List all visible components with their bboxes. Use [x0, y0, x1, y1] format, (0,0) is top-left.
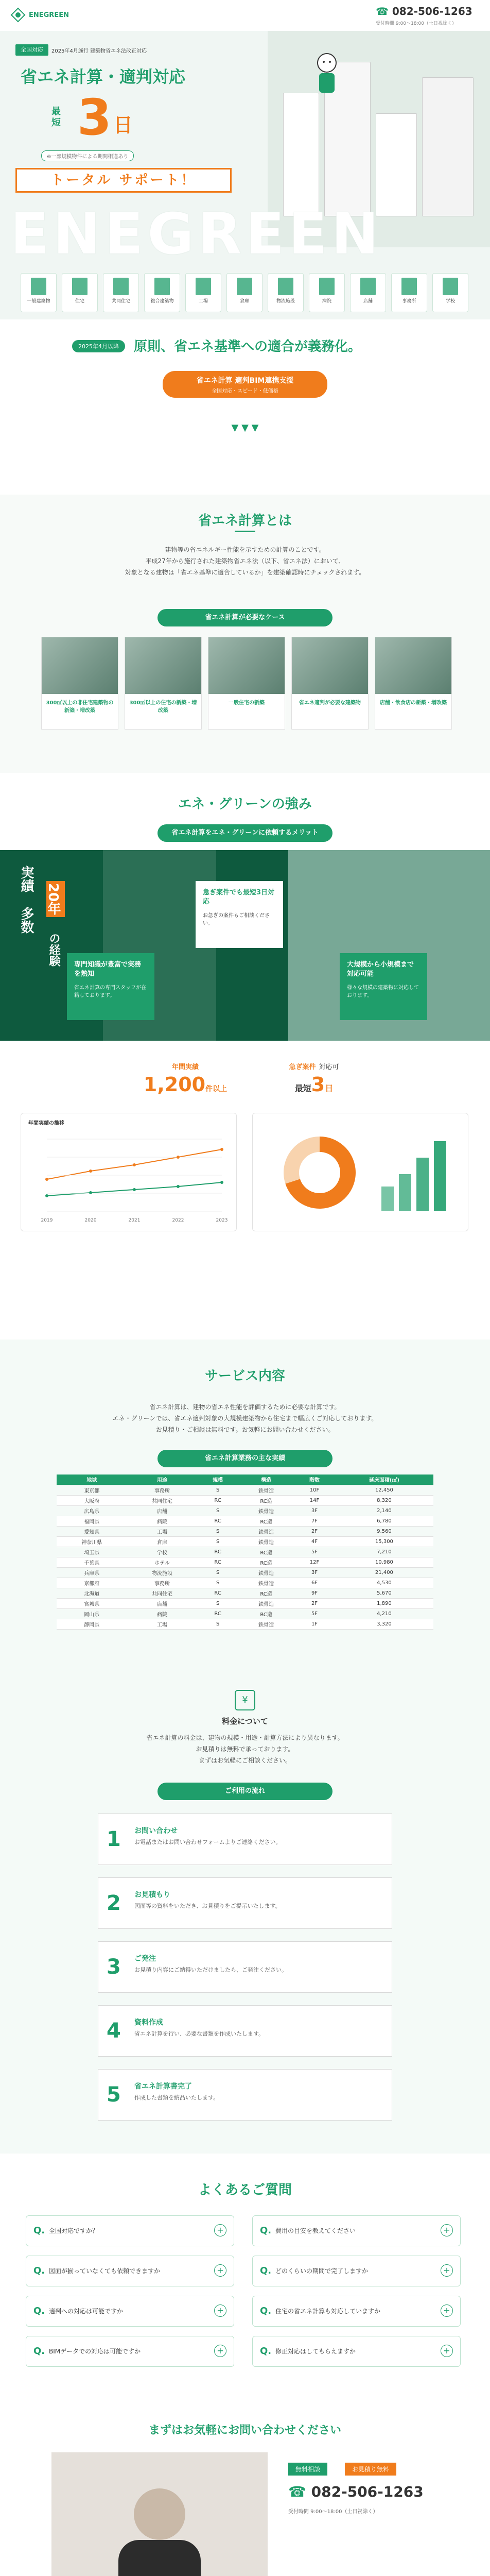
question-icon: Q. — [33, 2306, 45, 2316]
hero — [0, 31, 490, 319]
data-point — [89, 1191, 92, 1194]
logo[interactable] — [10, 7, 77, 24]
building-icon — [278, 278, 293, 295]
logo-icon — [10, 7, 26, 23]
intro-message: 原則、省エネ基準への適合が義務化。 — [134, 339, 362, 354]
building-icon — [319, 278, 335, 295]
table-header: 用途 — [127, 1475, 198, 1485]
services-body-1: 省エネ計算は、建物の省エネ性能を評価するために必要な計算です。 — [149, 1403, 341, 1411]
table-row: 岡山県 病院 RC RC造 5F 4,210 — [57, 1608, 433, 1619]
intro-arrows: ▼ ▼ ▼ — [231, 422, 259, 433]
hero-big-word: ENEGREEN — [10, 201, 383, 267]
results-table — [57, 1475, 433, 1630]
data-point — [45, 1178, 48, 1181]
about-cases — [41, 637, 453, 740]
faq-item[interactable]: Q. 住宅の省エネ計算も対応していますか + — [252, 2296, 461, 2327]
phone-icon: ☎ — [288, 2483, 306, 2500]
strength-panel — [0, 850, 490, 1041]
flow-steps — [0, 1814, 490, 2143]
hero-badge-text: 2025年4月施行 建築物省エネ法改正対応 — [51, 48, 147, 54]
hero-sub-note: ※一部規模物件による期間相違あり — [41, 150, 134, 161]
building-icon — [154, 278, 170, 295]
flow-title: ご利用の流れ — [157, 1783, 332, 1800]
strength-card-2: 急ぎ案件でも最短3日対応 お急ぎの案件もご相談ください。 — [196, 881, 283, 948]
case-card: 300㎡以上の非住宅建築物の新築・増改築 — [41, 637, 118, 730]
table-row: 神奈川県 倉庫 S 鉄骨造 4F 15,300 — [57, 1536, 433, 1547]
building-icon — [113, 278, 129, 295]
building-icon — [237, 278, 252, 295]
about-section — [0, 495, 490, 773]
table-row: 千葉県 ホテル RC RC造 12F 10,980 — [57, 1557, 433, 1567]
x-tick-label: 2022 — [172, 1218, 184, 1223]
logo-text: ENEGREEN — [29, 11, 69, 19]
price-title: 料金について — [222, 1717, 268, 1726]
table-row: 愛知県 工場 S 鉄骨造 2F 9,560 — [57, 1526, 433, 1536]
data-point — [133, 1188, 136, 1191]
table-row: 埼玉県 学校 RC RC造 5F 7,210 — [57, 1547, 433, 1557]
intro-section — [0, 319, 490, 495]
strength-title: エネ・グリーンの強み — [178, 796, 312, 812]
days-number: 3 — [77, 89, 112, 146]
table-header: 地域 — [57, 1475, 127, 1485]
data-point — [220, 1148, 223, 1151]
plus-icon[interactable]: + — [441, 2345, 453, 2357]
chart-card-2 — [252, 1113, 468, 1231]
table-header: 延床面積(㎡) — [335, 1475, 433, 1485]
pie-slice — [284, 1137, 320, 1184]
plus-icon[interactable]: + — [441, 2304, 453, 2317]
case-photo — [292, 637, 368, 694]
data-point — [133, 1163, 136, 1166]
question-icon: Q. — [260, 2225, 272, 2236]
decorative-bar — [399, 1174, 411, 1211]
services-body-3: お見積り・ご相談は無料です。お気軽にお問い合わせください。 — [155, 1426, 335, 1433]
table-row: 福岡県 病院 RC RC造 7F 6,780 — [57, 1516, 433, 1526]
question-icon: Q. — [33, 2225, 45, 2236]
table-header: 規模 — [197, 1475, 238, 1485]
strength-card-3: 大規模から小規模まで対応可能 様々な規模の建築物に対応しております。 — [340, 953, 427, 1020]
data-point — [220, 1181, 223, 1184]
building-icon — [443, 278, 458, 295]
services-title: サービス内容 — [204, 1368, 285, 1384]
about-cases-pill: 省エネ計算が必要なケース — [157, 609, 332, 626]
table-header: 構造 — [238, 1475, 294, 1485]
table-row: 静岡県 工場 S 鉄骨造 1F 3,320 — [57, 1619, 433, 1629]
data-point — [177, 1156, 180, 1159]
line-chart — [26, 1129, 232, 1227]
question-icon: Q. — [260, 2265, 272, 2276]
contact-phone-box: 無料相談 お見積り無料 ☎ 082-506-1263 受付時間 9:00〜18:00（土日祝除く） — [288, 2463, 443, 2566]
intro-cta-button[interactable]: 省エネ計算 適判BIM連携支援 全国対応・スピード・低価格 — [163, 371, 327, 398]
about-body-3: 対象となる建物は「省エネ基準に適合しているか」を建築確認時にチェックされます。 — [125, 569, 365, 576]
building-type-10: 学校 — [432, 273, 468, 312]
contact-photo — [51, 2452, 268, 2576]
case-card: 一般住宅の新築 — [208, 637, 285, 730]
plus-icon[interactable]: + — [214, 2264, 226, 2277]
x-tick-label: 2021 — [128, 1218, 141, 1223]
plus-icon[interactable]: + — [214, 2304, 226, 2317]
pie-chart — [258, 1118, 464, 1227]
flow-step: 1 お問い合わせ お電話またはお問い合わせフォームよりご連絡ください。 — [98, 1814, 392, 1865]
building-icon — [72, 278, 87, 295]
stat-2: 急ぎ案件 対応可 最短3日 — [289, 1063, 339, 1096]
decorative-bar — [381, 1187, 394, 1211]
services-body-2: エネ・グリーンでは、省エネ適判対象の大規模建築物から住宅まで幅広くご対応しております。 — [112, 1415, 378, 1422]
header-phone[interactable]: ☎ 082-506-1263 — [376, 5, 472, 18]
data-point — [177, 1185, 180, 1188]
mascot — [309, 52, 345, 98]
intro-date: 2025年4月以降 — [72, 340, 125, 352]
plus-icon[interactable]: + — [214, 2345, 226, 2357]
fast-label: 最短 — [51, 106, 61, 128]
header — [0, 0, 490, 31]
hero-fast-block — [36, 91, 196, 147]
about-body-2: 平成27年から施行された建築物省エネ法（以下、省エネ法）において、 — [145, 557, 345, 565]
data-point — [45, 1194, 48, 1197]
strength-section — [0, 773, 490, 1365]
table-row: 北海道 共同住宅 RC RC造 9F 5,670 — [57, 1588, 433, 1598]
building-type-2: 共同住宅 — [103, 273, 139, 312]
plus-icon[interactable]: + — [441, 2224, 453, 2236]
flow-section — [0, 1783, 490, 2154]
case-card: 店舗・飲食店の新築・増改築 — [375, 637, 452, 730]
faq-item[interactable]: Q. 費用の目安を教えてください + — [252, 2215, 461, 2246]
contact-section — [0, 2411, 490, 2576]
strength-card-1: 専門知識が豊富で実務を熟知 省エネ計算の専門スタッフが在籍しております。 — [67, 953, 154, 1020]
table-header: 階数 — [294, 1475, 335, 1485]
hero-icons — [0, 273, 490, 314]
contact-phone[interactable]: ☎ 082-506-1263 — [288, 2483, 424, 2500]
faq-item[interactable]: Q. 全国対応ですか？ + — [26, 2215, 234, 2246]
building-icon — [401, 278, 417, 295]
hero-badge: 全国対応 — [15, 44, 48, 56]
x-tick-label: 2020 — [84, 1218, 97, 1223]
faq-item[interactable]: Q. 適判への対応は可能ですか + — [26, 2296, 234, 2327]
contact-title: まずはお気軽にお問い合わせください — [148, 2424, 341, 2437]
case-card: 300㎡以上の住宅の新築・増改築 — [125, 637, 202, 730]
x-tick-label: 2023 — [216, 1218, 228, 1223]
building-icon — [360, 278, 376, 295]
faq-section — [0, 2164, 490, 2406]
question-icon: Q. — [33, 2346, 45, 2357]
faq-item[interactable]: Q. どのくらいの期間で完了しますか + — [252, 2256, 461, 2286]
strength-pill: 省エネ計算をエネ・グリーンに依頼するメリット — [157, 824, 332, 842]
decorative-bar — [416, 1158, 429, 1211]
building-type-5: 倉庫 — [226, 273, 262, 312]
question-icon: Q. — [33, 2265, 45, 2276]
table-row: 京都府 事務所 S 鉄骨造 6F 4,530 — [57, 1578, 433, 1588]
stat-1: 年間実績 1,200件以上 — [143, 1063, 227, 1096]
faq-title: よくあるご質問 — [198, 2182, 292, 2198]
case-photo — [42, 637, 118, 694]
price-icon: ¥ — [235, 1690, 255, 1710]
faq-item[interactable]: Q. 図面が揃っていなくても依頼できますか + — [26, 2256, 234, 2286]
building-icon — [196, 278, 211, 295]
question-icon: Q. — [260, 2346, 272, 2357]
price-block: ¥ 料金について 省エネ計算の料金は、建物の規模・用途・計算方法により異なります。 お見積りは無料で承っております。 まずはお気軽にご相談ください。 — [0, 1690, 490, 1793]
flow-step: 5 省エネ計算書完了 作成した書類を納品いたします。 — [98, 2069, 392, 2121]
about-title: 省エネ計算とは — [198, 513, 292, 529]
about-body-1: 建物等の省エネルギー性能を示すための計算のことです。 — [165, 546, 325, 553]
building-type-0: 一般建築物 — [21, 273, 57, 312]
hero-headline: 省エネ計算・適判対応 — [21, 67, 186, 87]
decorative-bar — [434, 1141, 446, 1211]
plus-icon[interactable]: + — [441, 2264, 453, 2277]
chart-card-1: 年間実績の推移 2019 2020 2021 2022 2023 — [21, 1113, 237, 1231]
flow-step: 4 資料作成 省エネ計算を行い、必要な書類を作成いたします。 — [98, 2005, 392, 2057]
total-support-banner: トータル サポート！ — [15, 168, 232, 193]
days-unit: 日 — [113, 114, 133, 137]
table-row: 宮城県 店舗 S 鉄骨造 2F 1,890 — [57, 1598, 433, 1608]
header-hours: 受付時間 9:00〜18:00（土日祝除く） — [376, 21, 457, 26]
building-type-6: 物流施設 — [268, 273, 304, 312]
building-type-4: 工場 — [185, 273, 221, 312]
table-pill: 省エネ計算業務の主な実績 — [157, 1450, 332, 1467]
building-type-3: 複合建築物 — [144, 273, 180, 312]
table-row: 兵庫県 物流施設 S 鉄骨造 3F 21,400 — [57, 1567, 433, 1578]
table-row: 広島県 店舗 S 鉄骨造 3F 2,140 — [57, 1505, 433, 1516]
building-type-1: 住宅 — [62, 273, 98, 312]
table-row: 東京都 事務所 S 鉄骨造 10F 12,450 — [57, 1485, 433, 1495]
question-icon: Q. — [260, 2306, 272, 2316]
data-point — [89, 1170, 92, 1173]
case-card: 省エネ適判が必要な建築物 — [291, 637, 369, 730]
building-type-8: 店舗 — [350, 273, 386, 312]
case-photo — [375, 637, 451, 694]
building-icon — [31, 278, 46, 295]
table-row: 大阪府 共同住宅 RC RC造 14F 8,320 — [57, 1495, 433, 1505]
plus-icon[interactable]: + — [214, 2224, 226, 2236]
faq-item[interactable]: Q. 修正対応はしてもらえますか + — [252, 2336, 461, 2367]
faq-item[interactable]: Q. BIMデータでの対応は可能ですか + — [26, 2336, 234, 2367]
case-photo — [125, 637, 201, 694]
x-tick-label: 2019 — [41, 1218, 53, 1223]
building-type-9: 事務所 — [391, 273, 427, 312]
case-photo — [208, 637, 285, 694]
flow-step: 3 ご発注 お見積り内容にご納得いただけましたら、ご発注ください。 — [98, 1941, 392, 1993]
phone-icon: ☎ — [376, 5, 389, 18]
building-type-7: 病院 — [309, 273, 345, 312]
vertical-copy: 実績 多数 20年 の経験 — [21, 866, 82, 999]
faq-list — [26, 2215, 464, 2391]
flow-step: 2 お見積もり 図面等の資料をいただき、お見積りをご提示いたします。 — [98, 1877, 392, 1929]
